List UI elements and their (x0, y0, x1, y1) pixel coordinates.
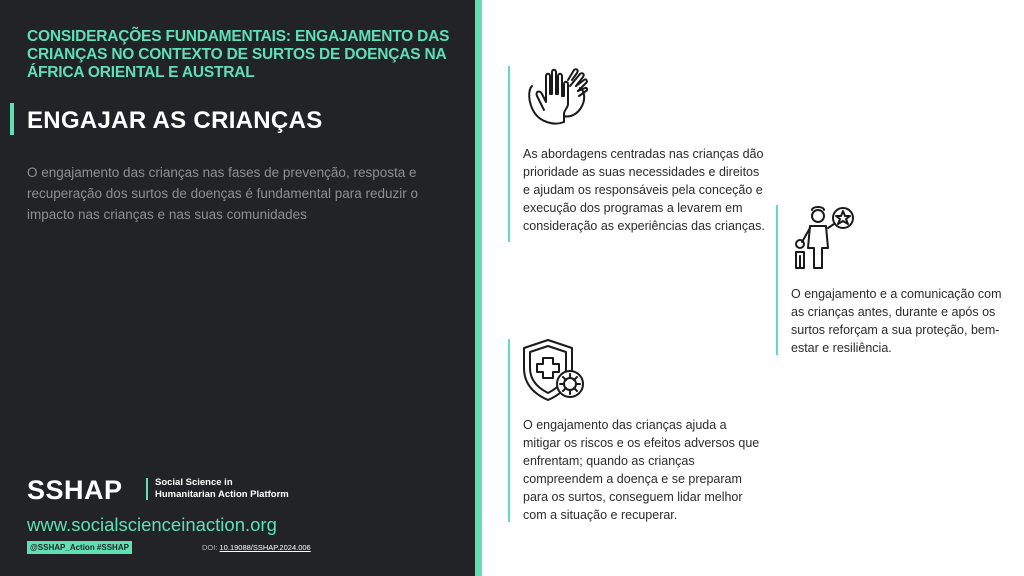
platform-line-2: Humanitarian Action Platform (155, 489, 289, 500)
platform-name (155, 477, 289, 501)
website-link[interactable]: www.socialscienceinaction.org (27, 514, 277, 535)
hands-icon (524, 64, 588, 135)
page-title: ENGAJAR AS CRIANÇAS (27, 107, 323, 134)
platform-line-1: Social Science in (155, 477, 233, 488)
card-2-text: O engajamento e a comunicação com as crianças antes, durante e após os surtos reforçam a sua proteção, bem-estar e resiliência. (791, 287, 1002, 355)
logo-separator (146, 478, 148, 500)
kicker-heading: CONSIDERAÇÕES FUNDAMENTAIS: ENGAJAMENTO DAS CRIANÇAS NO CONTEXTO DE SURTOS DE DOENÇAS NA ÁFRICA ORIENTAL E AUSTRAL (27, 28, 450, 81)
card-1-text: As abordagens centradas nas crianças dão prioridade as suas necessidades e direitos e ajudam os responsáveis pela conceção e execução dos programas a levarem em consideração as experiências das crianças. (523, 147, 765, 233)
intro-text: O engajamento das crianças nas fases de prevenção, resposta e recuperação dos surtos de doenças é fundamental para reduzir o impacto nas crianças e nas suas comunidades (27, 165, 418, 222)
doi (202, 543, 311, 552)
shield-virus-icon (522, 338, 588, 407)
parent-child-star-icon (790, 204, 860, 277)
card-3-text: O engajamento das crianças ajuda a mitigar os riscos e os efeitos adversos que enfrentam; quando as crianças compreendem a doença e se preparam para os surtos, conseguem lidar melhor com a situação e recuperar. (523, 418, 760, 522)
doi-link[interactable]: 10.19088/SSHAP.2024.006 (219, 543, 311, 552)
card-1-bar (508, 66, 510, 242)
social-handles: @SSHAP_Action #SSHAP (27, 541, 132, 554)
sshap-logo: SSHAP (27, 475, 123, 505)
card-2-bar (776, 205, 778, 355)
doi-label: DOI: (202, 543, 218, 552)
title-accent-bar (10, 103, 14, 135)
accent-strip (475, 0, 482, 576)
card-3-bar (508, 339, 510, 522)
